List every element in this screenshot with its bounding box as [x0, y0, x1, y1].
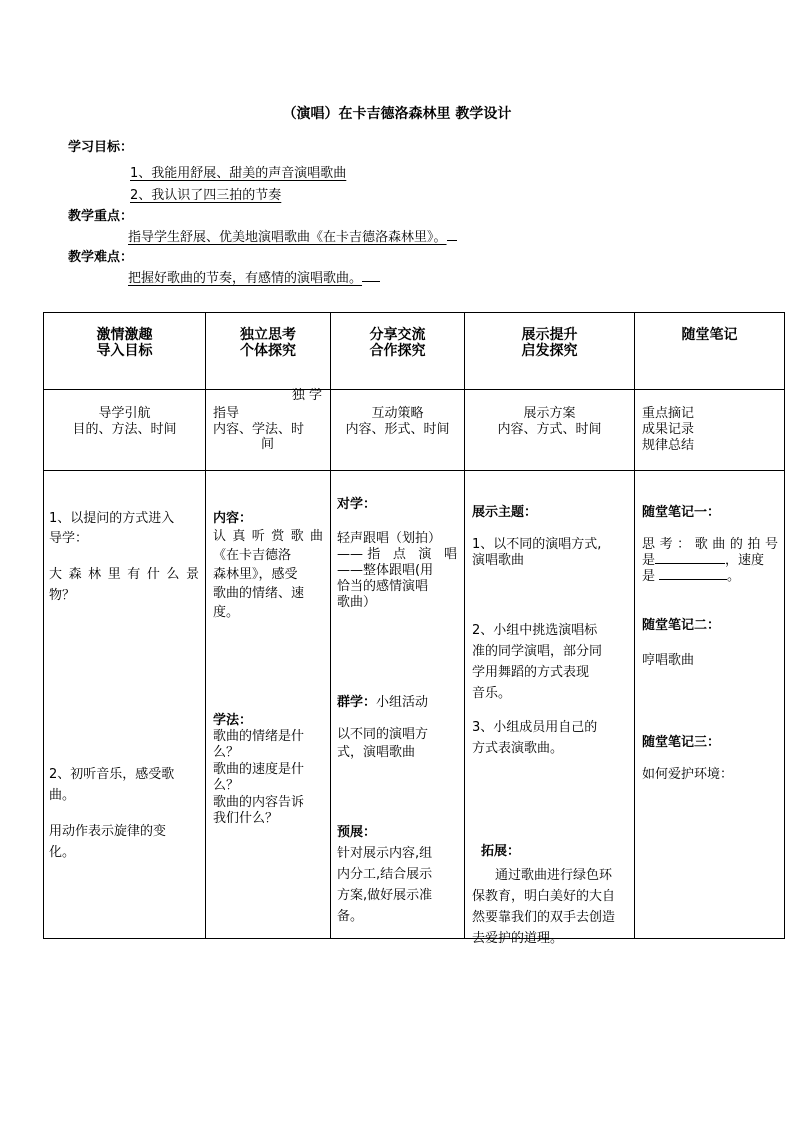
note-3-label: 随堂笔记三：	[642, 735, 721, 750]
key-point-text: 指导学生舒展、优美地演唱歌曲《在卡吉德洛森林里》。	[128, 226, 457, 245]
header-cell-3: 分享交流 合作探究	[331, 313, 465, 390]
page-title: （演唱）在卡吉德洛森林里 教学设计	[282, 106, 512, 122]
subheader-cell-4: 展示方案 内容、方式、时间	[465, 390, 635, 471]
preview-label: 预展：	[337, 825, 377, 840]
content-cell-independent: 内容： 认真听赏歌曲 《在卡吉德洛 森林里》，感受 歌曲的情绪、速 度。 学法： 歌曲的情绪是什 么？ 歌曲的速度是什 么？ 歌曲的内容告诉 我们什么？	[206, 471, 331, 939]
content-label: 内容：	[213, 511, 253, 526]
content-cell-notes: 随堂笔记一： 思考：歌曲的拍号 是 ，速度 是 。 随堂笔记二： 哼唱歌曲 随堂笔记三： 如何爱护环境：	[635, 471, 785, 939]
objective-2: 2、我认识了四三拍的节奏	[130, 188, 282, 203]
note-1-blank-1: 是 ，速度	[642, 549, 764, 568]
subheader-cell-5: 重点摘记 成果记录 规律总结	[635, 390, 785, 471]
extension-label: 拓展：	[481, 844, 521, 859]
key-point-label: 教学重点：	[68, 209, 134, 224]
objective-1: 1、我能用舒展、甜美的声音演唱歌曲	[130, 166, 347, 181]
theme-label: 展示主题：	[472, 505, 538, 520]
group-study: 群学：小组活动	[337, 695, 429, 710]
difficulty-text: 把握好歌曲的节奏，有感情的演唱歌曲。	[128, 267, 380, 286]
content-cell-showcase: 展示主题： 1、以不同的演唱方式, 演唱歌曲 2、小组中挑选演唱标 准的同学演唱，部分同 学用舞蹈的方式表现 音乐。 3、小组成员用自己的 方式表演歌曲。 拓展： 通过歌曲进行绿色环 保教育，明白美好的大自 然要靠我们的双手去创造 去爱护的道理。	[465, 471, 635, 939]
subheader-cell-2: 独 学 指导 内容、学法、时 间	[206, 390, 331, 471]
content-cell-guide: 1、以提问的方式进入 导学： 大森林里有什么景 物？ 2、初听音乐，感受歌 曲。 用动作表示旋律的变 化。	[44, 471, 206, 939]
lesson-plan-table	[43, 312, 785, 946]
content-cell-cooperative: 对学： 轻声跟唱（划拍） ——指 点 演 唱 ——整体跟唱(用 恰当的感情演唱 歌曲） 群学：小组活动 以不同的演唱方 式，演唱歌曲 预展： 针对展示内容,组 内分工,结合展示 方案,做好展示准 备。	[331, 471, 465, 939]
objectives-label: 学习目标：	[68, 140, 134, 155]
header-row	[44, 313, 785, 390]
header-cell-4: 展示提升 启发探究	[465, 313, 635, 390]
note-2-label: 随堂笔记二：	[642, 618, 721, 633]
subheader-cell-1: 导学引航 目的、方法、时间	[44, 390, 206, 471]
header-cell-2: 独立思考 个体探究	[206, 313, 331, 390]
method-label: 学法：	[213, 713, 253, 728]
note-1-label: 随堂笔记一：	[642, 505, 721, 520]
content-row	[44, 471, 785, 939]
header-cell-5: 随堂笔记	[635, 313, 785, 390]
note-1-blank-2: 是 。	[642, 565, 740, 584]
header-cell-1: 激情激趣 导入目标	[44, 313, 206, 390]
pair-study-label: 对学：	[337, 497, 377, 512]
difficulty-label: 教学难点：	[68, 250, 134, 265]
subheader-cell-3: 互动策略 内容、形式、时间	[331, 390, 465, 471]
scenery-question: 大森林里有什么景	[49, 567, 199, 582]
subheader-row	[44, 390, 785, 471]
